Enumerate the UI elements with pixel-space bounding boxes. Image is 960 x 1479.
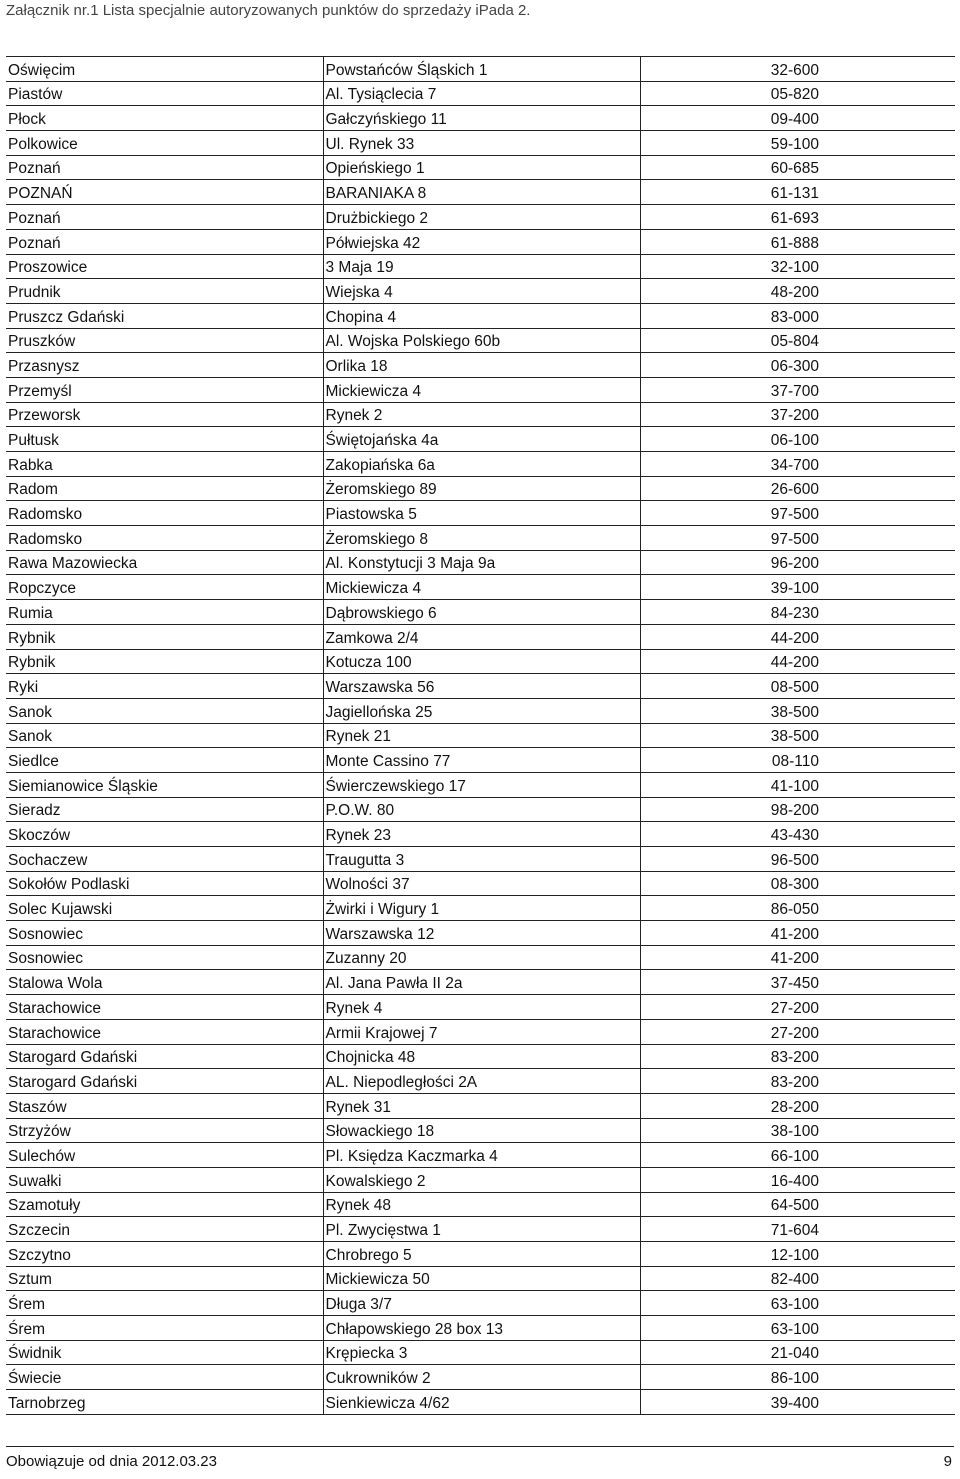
cell-address: Mickiewicza 4 bbox=[323, 377, 640, 402]
table-row bbox=[6, 970, 955, 995]
table-row bbox=[6, 353, 955, 378]
cell-postal-code: 09-400 bbox=[640, 106, 955, 131]
table-row bbox=[6, 896, 955, 921]
table-row bbox=[6, 921, 955, 946]
cell-address: Rynek 23 bbox=[323, 822, 640, 847]
cell-city: Oświęcim bbox=[6, 57, 323, 82]
cell-postal-code: 86-050 bbox=[640, 896, 955, 921]
cell-city: Starogard Gdański bbox=[6, 1044, 323, 1069]
table-row bbox=[6, 1118, 955, 1143]
cell-city: Radom bbox=[6, 476, 323, 501]
cell-postal-code: 44-200 bbox=[640, 624, 955, 649]
cell-address: Orlika 18 bbox=[323, 353, 640, 378]
cell-city: Suwałki bbox=[6, 1167, 323, 1192]
cell-city: Sokołów Podlaski bbox=[6, 871, 323, 896]
table-row bbox=[6, 797, 955, 822]
dealer-list-table-container bbox=[6, 56, 955, 1415]
cell-city: Piastów bbox=[6, 81, 323, 106]
cell-postal-code: 39-400 bbox=[640, 1390, 955, 1415]
cell-address: Rynek 21 bbox=[323, 723, 640, 748]
table-row bbox=[6, 427, 955, 452]
cell-address: Chopina 4 bbox=[323, 303, 640, 328]
table-row bbox=[6, 871, 955, 896]
cell-address: Chrobrego 5 bbox=[323, 1242, 640, 1267]
cell-postal-code: 83-000 bbox=[640, 303, 955, 328]
cell-address: Cukrowników 2 bbox=[323, 1365, 640, 1390]
cell-postal-code: 27-200 bbox=[640, 1019, 955, 1044]
cell-city: Przemyśl bbox=[6, 377, 323, 402]
cell-address: Dąbrowskiego 6 bbox=[323, 600, 640, 625]
table-row bbox=[6, 1044, 955, 1069]
cell-city: Prudnik bbox=[6, 279, 323, 304]
table-row bbox=[6, 303, 955, 328]
table-row bbox=[6, 1340, 955, 1365]
cell-city: Pruszków bbox=[6, 328, 323, 353]
cell-address: Rynek 2 bbox=[323, 402, 640, 427]
cell-city: Rybnik bbox=[6, 624, 323, 649]
cell-address: Zuzanny 20 bbox=[323, 945, 640, 970]
cell-city: Świecie bbox=[6, 1365, 323, 1390]
cell-address: Pl. Księdza Kaczmarka 4 bbox=[323, 1143, 640, 1168]
cell-city: Pułtusk bbox=[6, 427, 323, 452]
table-row bbox=[6, 1390, 955, 1415]
cell-city: Tarnobrzeg bbox=[6, 1390, 323, 1415]
cell-postal-code: 96-200 bbox=[640, 550, 955, 575]
cell-address: Krępiecka 3 bbox=[323, 1340, 640, 1365]
cell-city: Ropczyce bbox=[6, 575, 323, 600]
cell-postal-code: 66-100 bbox=[640, 1143, 955, 1168]
cell-postal-code: 44-200 bbox=[640, 649, 955, 674]
table-row bbox=[6, 328, 955, 353]
table-row bbox=[6, 155, 955, 180]
table-row bbox=[6, 501, 955, 526]
table-row bbox=[6, 1316, 955, 1341]
cell-address: AL. Niepodległości 2A bbox=[323, 1069, 640, 1094]
table-row bbox=[6, 847, 955, 872]
dealer-list-body bbox=[6, 57, 955, 1415]
cell-address: Wolności 37 bbox=[323, 871, 640, 896]
table-row bbox=[6, 822, 955, 847]
cell-postal-code: 38-500 bbox=[640, 698, 955, 723]
cell-address: Opieńskiego 1 bbox=[323, 155, 640, 180]
cell-postal-code: 16-400 bbox=[640, 1167, 955, 1192]
cell-postal-code: 64-500 bbox=[640, 1192, 955, 1217]
cell-address: Mickiewicza 4 bbox=[323, 575, 640, 600]
table-row bbox=[6, 748, 955, 773]
cell-postal-code: 37-200 bbox=[640, 402, 955, 427]
cell-city: Sanok bbox=[6, 723, 323, 748]
table-row bbox=[6, 1019, 955, 1044]
cell-postal-code: 37-450 bbox=[640, 970, 955, 995]
cell-postal-code: 28-200 bbox=[640, 1093, 955, 1118]
cell-address: Warszawska 56 bbox=[323, 674, 640, 699]
cell-postal-code: 48-200 bbox=[640, 279, 955, 304]
table-row bbox=[6, 180, 955, 205]
cell-city: POZNAŃ bbox=[6, 180, 323, 205]
cell-postal-code: 97-500 bbox=[640, 501, 955, 526]
cell-address: Mickiewicza 50 bbox=[323, 1266, 640, 1291]
table-row bbox=[6, 1291, 955, 1316]
table-row bbox=[6, 624, 955, 649]
cell-postal-code: 83-200 bbox=[640, 1069, 955, 1094]
cell-city: Przasnysz bbox=[6, 353, 323, 378]
cell-address: Półwiejska 42 bbox=[323, 229, 640, 254]
cell-address: Gałczyńskiego 11 bbox=[323, 106, 640, 131]
cell-postal-code: 60-685 bbox=[640, 155, 955, 180]
cell-city: Poznań bbox=[6, 155, 323, 180]
table-row bbox=[6, 476, 955, 501]
table-row bbox=[6, 452, 955, 477]
cell-city: Staszów bbox=[6, 1093, 323, 1118]
cell-postal-code: 08-300 bbox=[640, 871, 955, 896]
cell-postal-code: 71-604 bbox=[640, 1217, 955, 1242]
cell-city: Rabka bbox=[6, 452, 323, 477]
cell-address: Piastowska 5 bbox=[323, 501, 640, 526]
cell-postal-code: 26-600 bbox=[640, 476, 955, 501]
cell-postal-code: 37-700 bbox=[640, 377, 955, 402]
cell-city: Sosnowiec bbox=[6, 921, 323, 946]
cell-address: Słowackiego 18 bbox=[323, 1118, 640, 1143]
cell-address: Monte Cassino 77 bbox=[323, 748, 640, 773]
table-row bbox=[6, 698, 955, 723]
table-row bbox=[6, 526, 955, 551]
cell-address: Świętojańska 4a bbox=[323, 427, 640, 452]
cell-city: Sosnowiec bbox=[6, 945, 323, 970]
table-row bbox=[6, 1069, 955, 1094]
cell-address: Al. Jana Pawła II 2a bbox=[323, 970, 640, 995]
cell-address: Rynek 48 bbox=[323, 1192, 640, 1217]
cell-address: Ul. Rynek 33 bbox=[323, 131, 640, 156]
cell-city: Szczytno bbox=[6, 1242, 323, 1267]
cell-postal-code: 61-131 bbox=[640, 180, 955, 205]
cell-postal-code: 83-200 bbox=[640, 1044, 955, 1069]
cell-address: Świerczewskiego 17 bbox=[323, 772, 640, 797]
cell-postal-code: 59-100 bbox=[640, 131, 955, 156]
cell-city: Sulechów bbox=[6, 1143, 323, 1168]
table-row bbox=[6, 81, 955, 106]
cell-address: Wiejska 4 bbox=[323, 279, 640, 304]
cell-city: Starachowice bbox=[6, 1019, 323, 1044]
table-row bbox=[6, 1192, 955, 1217]
cell-address: Pl. Zwycięstwa 1 bbox=[323, 1217, 640, 1242]
cell-city: Stalowa Wola bbox=[6, 970, 323, 995]
cell-address: Al. Konstytucji 3 Maja 9a bbox=[323, 550, 640, 575]
dealer-list-table bbox=[6, 56, 955, 1415]
cell-postal-code: 41-200 bbox=[640, 921, 955, 946]
cell-city: Rybnik bbox=[6, 649, 323, 674]
cell-city: Poznań bbox=[6, 229, 323, 254]
page-footer bbox=[6, 1446, 954, 1473]
cell-city: Radomsko bbox=[6, 526, 323, 551]
table-row bbox=[6, 674, 955, 699]
cell-postal-code: 86-100 bbox=[640, 1365, 955, 1390]
table-row bbox=[6, 1217, 955, 1242]
table-row bbox=[6, 229, 955, 254]
cell-city: Polkowice bbox=[6, 131, 323, 156]
cell-postal-code: 06-100 bbox=[640, 427, 955, 452]
page-header-title: Załącznik nr.1 Lista specjalnie autoryzowanych punktów do sprzedaży iPada 2. bbox=[6, 2, 531, 19]
table-row bbox=[6, 772, 955, 797]
cell-city: Ryki bbox=[6, 674, 323, 699]
cell-postal-code: 61-693 bbox=[640, 205, 955, 230]
cell-city: Sanok bbox=[6, 698, 323, 723]
cell-city: Śrem bbox=[6, 1316, 323, 1341]
table-row bbox=[6, 575, 955, 600]
table-row bbox=[6, 649, 955, 674]
cell-city: Proszowice bbox=[6, 254, 323, 279]
cell-city: Radomsko bbox=[6, 501, 323, 526]
table-row bbox=[6, 723, 955, 748]
cell-postal-code: 39-100 bbox=[640, 575, 955, 600]
table-row bbox=[6, 205, 955, 230]
cell-city: Poznań bbox=[6, 205, 323, 230]
cell-address: Żwirki i Wigury 1 bbox=[323, 896, 640, 921]
table-row bbox=[6, 279, 955, 304]
cell-postal-code: 97-500 bbox=[640, 526, 955, 551]
cell-city: Skoczów bbox=[6, 822, 323, 847]
cell-city: Siedlce bbox=[6, 748, 323, 773]
cell-city: Szamotuły bbox=[6, 1192, 323, 1217]
table-row bbox=[6, 377, 955, 402]
cell-city: Sieradz bbox=[6, 797, 323, 822]
cell-address: Drużbickiego 2 bbox=[323, 205, 640, 230]
cell-postal-code: 82-400 bbox=[640, 1266, 955, 1291]
table-row bbox=[6, 1093, 955, 1118]
cell-address: Traugutta 3 bbox=[323, 847, 640, 872]
cell-address: Rynek 31 bbox=[323, 1093, 640, 1118]
footer-effective-date: Obowiązuje od dnia 2012.03.23 bbox=[6, 1453, 217, 1470]
cell-address: 3 Maja 19 bbox=[323, 254, 640, 279]
cell-address: P.O.W. 80 bbox=[323, 797, 640, 822]
cell-address: Al. Tysiąclecia 7 bbox=[323, 81, 640, 106]
table-row bbox=[6, 1266, 955, 1291]
cell-postal-code: 38-500 bbox=[640, 723, 955, 748]
cell-postal-code: 63-100 bbox=[640, 1291, 955, 1316]
table-row bbox=[6, 1143, 955, 1168]
cell-address: Żeromskiego 8 bbox=[323, 526, 640, 551]
cell-city: Siemianowice Śląskie bbox=[6, 772, 323, 797]
cell-postal-code: 34-700 bbox=[640, 452, 955, 477]
cell-city: Sochaczew bbox=[6, 847, 323, 872]
cell-postal-code: 05-820 bbox=[640, 81, 955, 106]
table-row bbox=[6, 402, 955, 427]
cell-postal-code: 41-200 bbox=[640, 945, 955, 970]
cell-address: Kotucza 100 bbox=[323, 649, 640, 674]
footer-page-number: 9 bbox=[943, 1453, 952, 1470]
cell-postal-code: 32-100 bbox=[640, 254, 955, 279]
cell-postal-code: 41-100 bbox=[640, 772, 955, 797]
table-row bbox=[6, 945, 955, 970]
table-row bbox=[6, 1365, 955, 1390]
cell-postal-code: 96-500 bbox=[640, 847, 955, 872]
cell-address: Powstańców Śląskich 1 bbox=[323, 57, 640, 82]
cell-city: Strzyżów bbox=[6, 1118, 323, 1143]
table-row bbox=[6, 106, 955, 131]
cell-postal-code: 27-200 bbox=[640, 995, 955, 1020]
cell-city: Świdnik bbox=[6, 1340, 323, 1365]
cell-city: Pruszcz Gdański bbox=[6, 303, 323, 328]
cell-postal-code: 63-100 bbox=[640, 1316, 955, 1341]
cell-city: Sztum bbox=[6, 1266, 323, 1291]
cell-address: Armii Krajowej 7 bbox=[323, 1019, 640, 1044]
cell-postal-code: 61-888 bbox=[640, 229, 955, 254]
cell-postal-code: 08-110 bbox=[640, 748, 955, 773]
cell-postal-code: 38-100 bbox=[640, 1118, 955, 1143]
table-row bbox=[6, 1167, 955, 1192]
cell-postal-code: 98-200 bbox=[640, 797, 955, 822]
table-row bbox=[6, 550, 955, 575]
cell-city: Płock bbox=[6, 106, 323, 131]
cell-address: Rynek 4 bbox=[323, 995, 640, 1020]
cell-address: Żeromskiego 89 bbox=[323, 476, 640, 501]
cell-postal-code: 06-300 bbox=[640, 353, 955, 378]
table-row bbox=[6, 254, 955, 279]
table-row bbox=[6, 600, 955, 625]
cell-postal-code: 12-100 bbox=[640, 1242, 955, 1267]
cell-address: Jagiellońska 25 bbox=[323, 698, 640, 723]
cell-address: Warszawska 12 bbox=[323, 921, 640, 946]
cell-address: Kowalskiego 2 bbox=[323, 1167, 640, 1192]
cell-city: Rawa Mazowiecka bbox=[6, 550, 323, 575]
table-row bbox=[6, 995, 955, 1020]
cell-address: Zakopiańska 6a bbox=[323, 452, 640, 477]
cell-postal-code: 08-500 bbox=[640, 674, 955, 699]
cell-city: Starogard Gdański bbox=[6, 1069, 323, 1094]
cell-city: Śrem bbox=[6, 1291, 323, 1316]
cell-city: Starachowice bbox=[6, 995, 323, 1020]
cell-postal-code: 43-430 bbox=[640, 822, 955, 847]
cell-address: Długa 3/7 bbox=[323, 1291, 640, 1316]
cell-address: Al. Wojska Polskiego 60b bbox=[323, 328, 640, 353]
table-row bbox=[6, 1242, 955, 1267]
cell-address: Sienkiewicza 4/62 bbox=[323, 1390, 640, 1415]
cell-address: BARANIAKA 8 bbox=[323, 180, 640, 205]
table-row bbox=[6, 131, 955, 156]
cell-address: Zamkowa 2/4 bbox=[323, 624, 640, 649]
cell-address: Chłapowskiego 28 box 13 bbox=[323, 1316, 640, 1341]
cell-city: Solec Kujawski bbox=[6, 896, 323, 921]
cell-postal-code: 21-040 bbox=[640, 1340, 955, 1365]
cell-postal-code: 84-230 bbox=[640, 600, 955, 625]
cell-postal-code: 32-600 bbox=[640, 57, 955, 82]
cell-city: Szczecin bbox=[6, 1217, 323, 1242]
table-row bbox=[6, 57, 955, 82]
cell-address: Chojnicka 48 bbox=[323, 1044, 640, 1069]
cell-postal-code: 05-804 bbox=[640, 328, 955, 353]
cell-city: Rumia bbox=[6, 600, 323, 625]
cell-city: Przeworsk bbox=[6, 402, 323, 427]
